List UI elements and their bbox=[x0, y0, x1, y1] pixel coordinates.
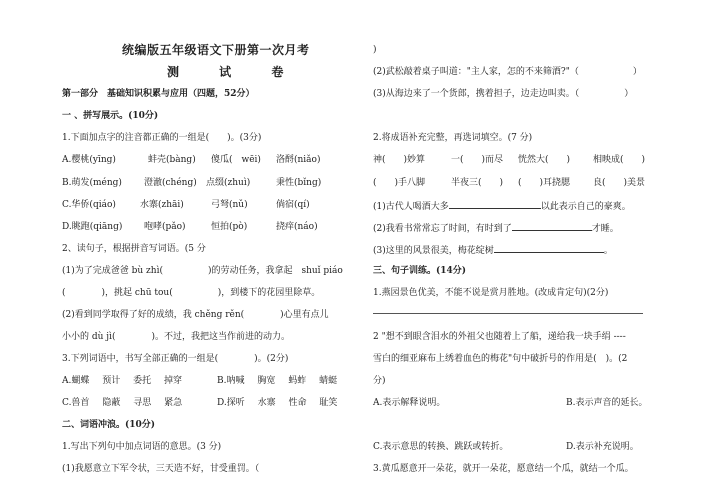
q1-option-a-4: 洛酹(niǎo) bbox=[276, 155, 321, 165]
fill-3-blank[interactable] bbox=[494, 243, 604, 253]
q1-option-c-3: 弓弩(nǔ) bbox=[211, 200, 248, 210]
q2-line-2: ( )，挑起 chū tou( )，到楼下的花园里除草。 bbox=[62, 288, 321, 298]
q1-option-a: A.樱桃(yīng) bbox=[62, 155, 116, 165]
q3a-1: A.蝴蝶 bbox=[62, 376, 90, 386]
fill-3 bbox=[373, 243, 613, 257]
q3c-2: 隐蔽 bbox=[102, 398, 121, 408]
q3d-3: 性命 bbox=[288, 398, 307, 408]
idiom-3: 恍然大( ) bbox=[518, 155, 571, 165]
q3a-2: 预计 bbox=[102, 376, 121, 386]
q3d-1: D.探听 bbox=[217, 398, 245, 408]
r-line-2: (3)从海边来了一个货郎，携着担子，边走边叫卖。（ ） bbox=[373, 89, 634, 99]
choice-c: C.表示意思的转换、跳跃或转折。 bbox=[373, 442, 509, 452]
fill-2 bbox=[373, 221, 619, 235]
idiom-5: ( )手八脚 bbox=[373, 178, 426, 188]
r-sentence-q2-line-3: 分) bbox=[373, 376, 386, 386]
q2-line-1: (1)为了完成爸爸 bù zhì( )的劳动任务，我拿起 shuǐ piáo bbox=[62, 266, 343, 276]
fill-2-text: (2)我看书常常忘了时间，有时到了 bbox=[373, 224, 512, 234]
r-line-1: (2)武松敲着桌子叫道："主人家，怎的不来筛酒?"（ ） bbox=[373, 67, 642, 77]
q3-option-d bbox=[217, 397, 337, 409]
fill-1-blank[interactable] bbox=[449, 199, 541, 209]
part-one-heading: 第一部分 基础知识积累与应用（四题，52分） bbox=[62, 89, 255, 99]
q1-option-b: B.萌发(méng) bbox=[62, 178, 122, 188]
choice-a: A.表示解释说明。 bbox=[373, 398, 446, 408]
q3c-1: C.兽首 bbox=[62, 398, 90, 408]
q3d-2: 水寨 bbox=[257, 398, 276, 408]
q1-option-d-4: 挠痒(náo) bbox=[276, 222, 318, 232]
choice-b: B.表示声音的延长。 bbox=[566, 398, 648, 408]
idiom-6: 半夜三( ) bbox=[451, 178, 504, 188]
q1-option-b-4: 秉性(bǐng) bbox=[276, 178, 322, 188]
q1-option-d-3: 恒拍(pò) bbox=[211, 222, 248, 232]
fill-2-blank[interactable] bbox=[512, 221, 592, 231]
q3b-2: 胸宽 bbox=[257, 376, 276, 386]
q3c-3: 寻思 bbox=[133, 398, 152, 408]
q4-line-1: (1)我愿意立下军令状，三天造不好，甘受重罚。（ bbox=[62, 464, 260, 474]
fill-3-tail: 。 bbox=[603, 246, 613, 256]
r-sentence-q3: 3.黄瓜愿意开一朵花，就开一朵花，愿意结一个瓜，就结一个瓜。 bbox=[373, 464, 634, 474]
q3b-4: 蜻蜓 bbox=[319, 376, 338, 386]
q2-line-3: (2)看到同学取得了好的成绩，我 chěng rěn( )心里有点儿 bbox=[62, 310, 329, 320]
section-two-heading: 二、词语冲浪。(10分) bbox=[62, 420, 156, 430]
continuation-paren: ) bbox=[373, 45, 377, 55]
q1-option-c: C.华侨(qiáo) bbox=[62, 200, 116, 210]
q1-option-b-2: 澄澈(chéng) bbox=[144, 178, 197, 188]
section-one-heading: 一 、拼写展示。(10分) bbox=[62, 111, 159, 121]
fill-3-text: (3)这里的风景很美，梅花绽树 bbox=[373, 246, 494, 256]
q3c-4: 紧急 bbox=[164, 398, 183, 408]
fill-1-tail: 以此表示自己的豪爽。 bbox=[540, 202, 631, 212]
idiom-2: 一( )而尽 bbox=[451, 155, 504, 165]
q3a-4: 掉穿 bbox=[164, 376, 183, 386]
choice-d: D.表示补充说明。 bbox=[566, 442, 639, 452]
exam-title: 统编版五年级语文下册第一次月考 bbox=[122, 43, 310, 57]
q1-option-a-2: 蚌壳(bàng) bbox=[148, 155, 196, 165]
idiom-1: 神( )妙算 bbox=[373, 155, 426, 165]
idiom-8: 良( )美景 bbox=[593, 178, 646, 188]
q3b-3: 蚂蚱 bbox=[288, 376, 307, 386]
section-three-heading: 三、句子训练。(14分) bbox=[373, 266, 467, 276]
question-3: 3.下列词语中，书写全部正确的一组是( )。(2分) bbox=[62, 354, 289, 364]
exam-subtitle: 测 试 卷 bbox=[167, 65, 302, 79]
q2-line-4: 小小的 dù jì( )。不过，我把这当作前进的动力。 bbox=[62, 332, 290, 342]
q1-option-a-3: 傻瓜( wēi) bbox=[211, 155, 261, 165]
q1-option-d-2: 咆哮(pǎo) bbox=[144, 222, 186, 232]
q3-option-c bbox=[62, 397, 182, 409]
q1-option-b-3: 点缀(zhuì) bbox=[206, 178, 251, 188]
q1-option-c-4: 倘宿(qí) bbox=[276, 200, 310, 210]
r-sentence-q2-line-1: 2 "想不到眼含泪水的外祖父也随着上了船，递给我一块手绢 ---- bbox=[373, 332, 626, 342]
q3b-1: B.呐喊 bbox=[217, 376, 245, 386]
question-1: 1.下面加点字的注音都正确的一组是( )。(3分) bbox=[62, 133, 262, 143]
q1-option-d: D.眺跑(qiāng) bbox=[62, 222, 123, 232]
idiom-7: ( )耳挠腮 bbox=[518, 178, 571, 188]
q3d-4: 耻笑 bbox=[319, 398, 338, 408]
r-question-2: 2.将成语补充完整，再选词填空。(7 分) bbox=[373, 133, 533, 143]
q3-option-b bbox=[217, 375, 337, 387]
r-sentence-q2-line-2: 雪白的细亚麻布上绣着血色的梅花"句中破折号的作用是( )。(2 bbox=[373, 354, 628, 364]
q3-option-a bbox=[62, 375, 182, 387]
q3a-3: 委托 bbox=[133, 376, 152, 386]
q1-option-c-2: 水寨(zhāi) bbox=[140, 200, 184, 210]
question-4: 1.写出下列句中加点词语的意思。(3 分) bbox=[62, 442, 222, 452]
fill-1-text: (1)古代人喝酒大多 bbox=[373, 202, 449, 212]
answer-line[interactable] bbox=[373, 313, 643, 314]
question-2: 2、读句子，根据拼音写词语。(5 分 bbox=[62, 244, 206, 254]
fill-2-tail: 才睡。 bbox=[591, 224, 619, 234]
fill-1 bbox=[373, 199, 631, 213]
r-sentence-q1: 1.燕园景色优美，不能不说是赏月胜地。(改成肯定句)(2分) bbox=[373, 288, 609, 298]
idiom-4: 相映成( ) bbox=[593, 155, 646, 165]
